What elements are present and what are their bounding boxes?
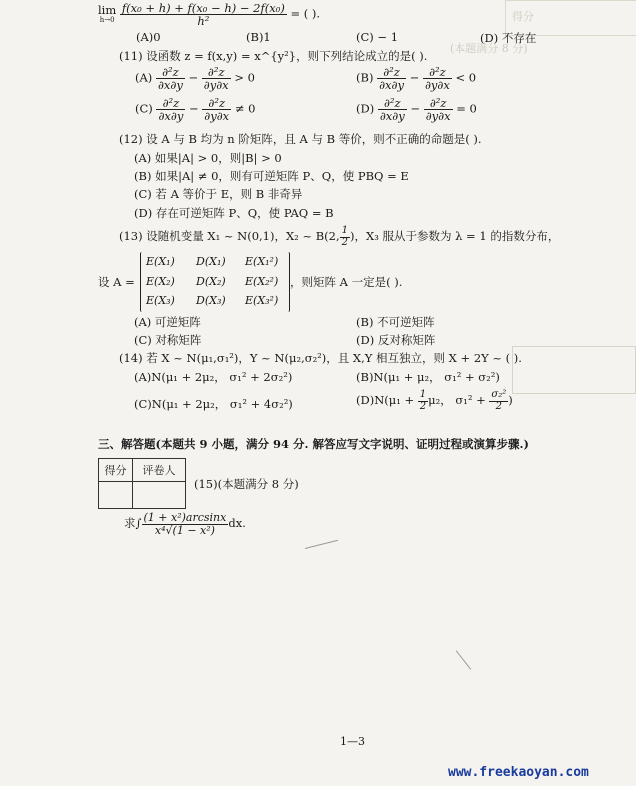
q10-lim-sub: h→0 <box>99 15 115 24</box>
matrix-cell: D(X₂) <box>196 275 226 288</box>
q10-numerator: f(x₀ + h) + f(x₀ − h) − 2f(x₀) <box>121 1 285 15</box>
q13-option-d: (D) 反对称矩阵 <box>356 333 436 347</box>
matrix-cell: E(X₃²) <box>245 294 279 307</box>
grader-cell[interactable] <box>133 482 186 509</box>
q11-option-a: (A) $\frac{\text{∂²z}}{\partial x\partial y}$ − $\frac{\text{∂²z}}{\partial y\partial x}$ > 0 <box>135 65 255 93</box>
q15-integral: 求∫ $\frac{\text{(1 + x²)arcsinx}}{\text{x⁴√(1 − x²)}}$ dx. <box>124 511 246 537</box>
matrix-cell: E(X₂²) <box>245 275 279 288</box>
matrix-cell: E(X₁²) <box>245 255 279 268</box>
q14-stem: (14) 若 X ~ N(μ₁,σ₁²)，Y ~ N(μ₂,σ₂²)，且 X,Y 相互独立，则 X + 2Y ~ ( ). <box>119 351 522 365</box>
score-table-header-grader: 评卷人 <box>133 459 186 482</box>
q11-option-c: (C) $\frac{\text{∂²z}}{\partial x\partial y}$ − $\frac{\text{∂²z}}{\partial y\partial x}$ ≠ 0 <box>135 96 256 124</box>
matrix-cell: D(X₁) <box>196 255 226 268</box>
bleed-through-box-2 <box>512 346 636 394</box>
q10-option-d: (D) 不存在 <box>480 31 537 45</box>
q13-option-a: (A) 可逆矩阵 <box>134 315 201 329</box>
q14-option-d: (D)N(μ₁ + $\frac{1}{2}$ μ₂， σ₁² + $\frac{\text{σ₂²}}{2}$ ) <box>356 389 513 412</box>
bleed-through-label: 得分 <box>512 10 534 23</box>
q11-option-b: (B) $\frac{\text{∂²z}}{\partial x\partial y}$ − $\frac{\text{∂²z}}{\partial y\partial x}$ < 0 <box>356 65 477 93</box>
q10-denominator: h² <box>197 14 210 29</box>
q10-lim: lim <box>98 3 117 18</box>
q14-option-b: (B)N(μ₁ + μ₂， σ₁² + σ₂²) <box>356 370 500 384</box>
score-table <box>98 458 186 509</box>
bleed-through-text: (本题满分 8 分) <box>450 42 528 55</box>
matrix-cell: E(X₂) <box>146 275 175 288</box>
q12-option-b: (B) 如果|A| ≠ 0，则有可逆矩阵 P、Q，使 PBQ = E <box>134 169 409 183</box>
section-3-title: 三、解答题(本题共 9 小题，满分 94 分. 解答应写文字说明、证明过程或演算步骤.) <box>98 437 529 451</box>
score-table-header-score: 得分 <box>99 459 133 482</box>
pencil-mark <box>305 540 338 549</box>
page-number: 1—3 <box>340 735 365 748</box>
q12-stem: (12) 设 A 与 B 均为 n 阶矩阵，且 A 与 B 等价，则不正确的命题是( ). <box>119 132 482 146</box>
matrix-cell: E(X₃) <box>146 294 175 307</box>
q12-option-a: (A) 如果|A| > 0，则|B| > 0 <box>134 151 282 165</box>
q10-tail: = ( ). <box>290 6 321 21</box>
footer-url[interactable]: www.freekaoyan.com <box>448 765 589 780</box>
q13-matrix-lead: 设 A = <box>98 275 135 289</box>
q10-option-c: (C) − 1 <box>356 30 399 44</box>
q13-stem: (13) 设随机变量 X₁ ~ N(0,1)，X₂ ~ B(2, $\frac{1}{2}$ )，X₃ 服从于参数为 λ = 1 的指数分布， <box>119 225 560 248</box>
q13-matrix <box>140 252 290 312</box>
q11-stem: (11) 设函数 z = f(x,y) = x^{y²}，则下列结论成立的是( ). <box>119 49 428 63</box>
q13-option-b: (B) 不可逆矩阵 <box>356 315 435 329</box>
q10-fraction <box>120 2 287 27</box>
pencil-mark <box>456 650 472 670</box>
q14-option-c: (C)N(μ₁ + 2μ₂， σ₁² + 4σ₂²) <box>134 397 293 411</box>
q15-title: (15)(本题满分 8 分) <box>194 477 299 491</box>
score-cell[interactable] <box>99 482 133 509</box>
q10-option-a: (A)0 <box>136 30 161 44</box>
q12-option-c: (C) 若 A 等价于 E，则 B 非奇异 <box>134 187 303 201</box>
q11-option-d: (D) $\frac{\text{∂²z}}{\partial x\partial y}$ − $\frac{\text{∂²z}}{\partial y\partial x}$ = 0 <box>356 96 477 124</box>
q12-option-d: (D) 存在可逆矩阵 P、Q，使 PAQ = B <box>134 206 334 220</box>
q13-after: ，则矩阵 A 一定是( ). <box>290 275 403 289</box>
q14-option-a: (A)N(μ₁ + 2μ₂， σ₁² + 2σ₂²) <box>134 370 293 384</box>
matrix-cell: D(X₃) <box>196 294 226 307</box>
q10-line <box>98 2 320 27</box>
matrix-cell: E(X₁) <box>146 255 175 268</box>
q13-option-c: (C) 对称矩阵 <box>134 333 202 347</box>
q10-option-b: (B)1 <box>246 30 271 44</box>
